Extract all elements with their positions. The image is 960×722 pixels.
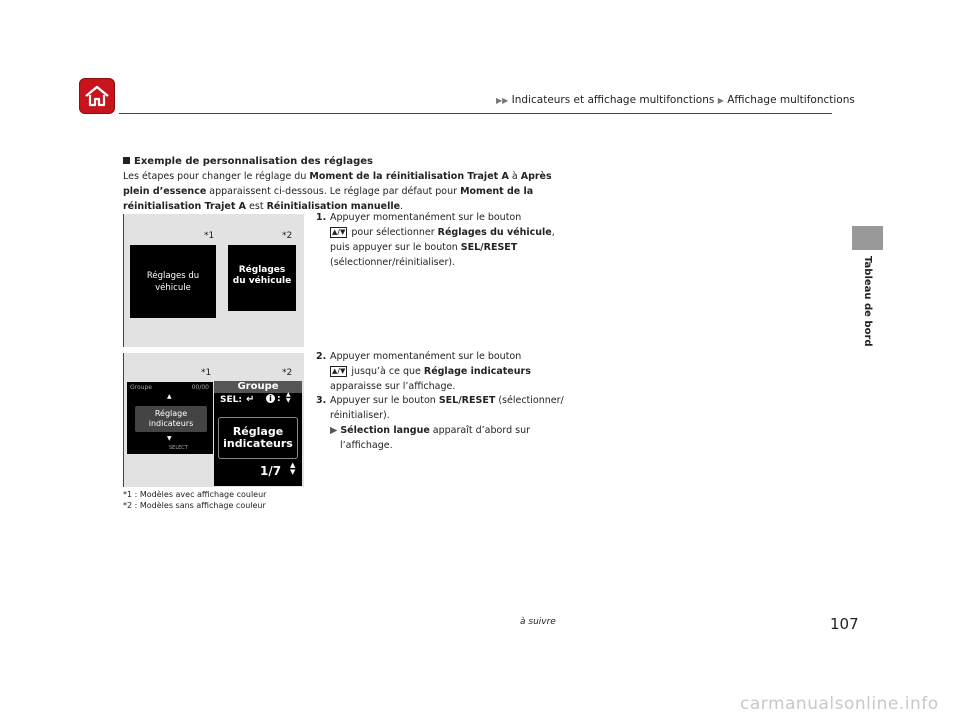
footnotes: *1 : Modèles avec affichage couleur *2 : Modèles sans affichage couleur — [123, 490, 267, 510]
display-text: Réglages du véhicule — [146, 270, 200, 293]
watermark: carmanualsonline.info — [740, 694, 939, 714]
side-tab-marker — [852, 226, 883, 250]
page-number: 107 — [830, 615, 859, 633]
square-bullet-icon — [123, 157, 130, 164]
footnote-marker: *2 — [282, 231, 293, 241]
mono-display: Groupe SEL: ↵ i : ▲ ▼ Réglage indicateurs 1/7 ▲ ▼ — [214, 381, 302, 486]
step-2: 2. Appuyer momentanément sur le bouton ▲/▼ jusqu’à ce que Réglage indicateurs apparaisse sur l’affichage. — [316, 351, 531, 392]
arrow-up-icon: ▲ — [167, 393, 172, 400]
screen-illustration-2 — [123, 353, 304, 487]
mono-display — [228, 245, 296, 311]
footnote-marker: *1 — [201, 368, 212, 378]
up-down-icon: ▲ ▼ — [290, 461, 296, 476]
intro-paragraph: Les étapes pour changer le réglage du Moment de la réinitialisation Trajet A à Après plein d’essence apparaissent ci-dessous. Le réglage par défaut pour Moment de la réinitialisation Trajet A est Réinitialisation manuelle. — [123, 171, 552, 212]
selected-item: Réglage indicateurs — [135, 406, 207, 432]
step-3: 3. Appuyer sur le bouton SEL/RESET (sélectionner/ réinitialiser). ▶ Sélection langue apparaît d’abord sur l’affichage. — [316, 395, 564, 451]
mono-header: Groupe — [214, 381, 302, 393]
breadcrumb-current[interactable]: Affichage multifonctions — [727, 94, 855, 106]
home-button[interactable] — [79, 78, 115, 114]
display-text: Réglages du véhicule — [232, 265, 292, 286]
footnote-marker: *1 — [204, 231, 215, 241]
continued-label: à suivre — [520, 617, 556, 627]
chevron-right-icon: ▶▶ — [496, 96, 509, 105]
result-arrow-icon: ▶ — [330, 425, 341, 436]
breadcrumb — [496, 94, 855, 106]
mono-selected-item: Réglage indicateurs — [218, 417, 298, 459]
info-icon: i — [266, 394, 275, 403]
enter-icon: ↵ — [246, 394, 255, 405]
up-down-button-icon: ▲/▼ — [332, 367, 346, 375]
chevron-right-icon: ▶ — [717, 96, 724, 105]
up-down-icon: ▲ ▼ — [286, 391, 291, 404]
color-display — [130, 245, 216, 318]
arrow-down-icon: ▼ — [167, 435, 172, 442]
home-icon — [84, 84, 110, 108]
breadcrumb-parent[interactable]: Indicateurs et affichage multifonctions — [511, 94, 715, 106]
section-title: Exemple de personnalisation des réglages — [123, 156, 373, 167]
screen-illustration-1 — [123, 214, 304, 347]
header-divider — [119, 113, 832, 114]
page-indicator: 1/7 — [260, 464, 282, 478]
step-1: 1. Appuyer momentanément sur le bouton ▲/▼ pour sélectionner Réglages du véhicule, puis appuyer sur le bouton SEL/RESET (sélectionner/réinitialiser). — [316, 212, 555, 268]
up-down-button-icon: ▲/▼ — [332, 228, 346, 236]
footnote-marker: *2 — [282, 368, 293, 378]
chapter-label: Tableau de bord — [862, 256, 873, 347]
color-display: Groupe 00/00 ▲ Réglage indicateurs ▼ SELECT — [127, 382, 213, 454]
